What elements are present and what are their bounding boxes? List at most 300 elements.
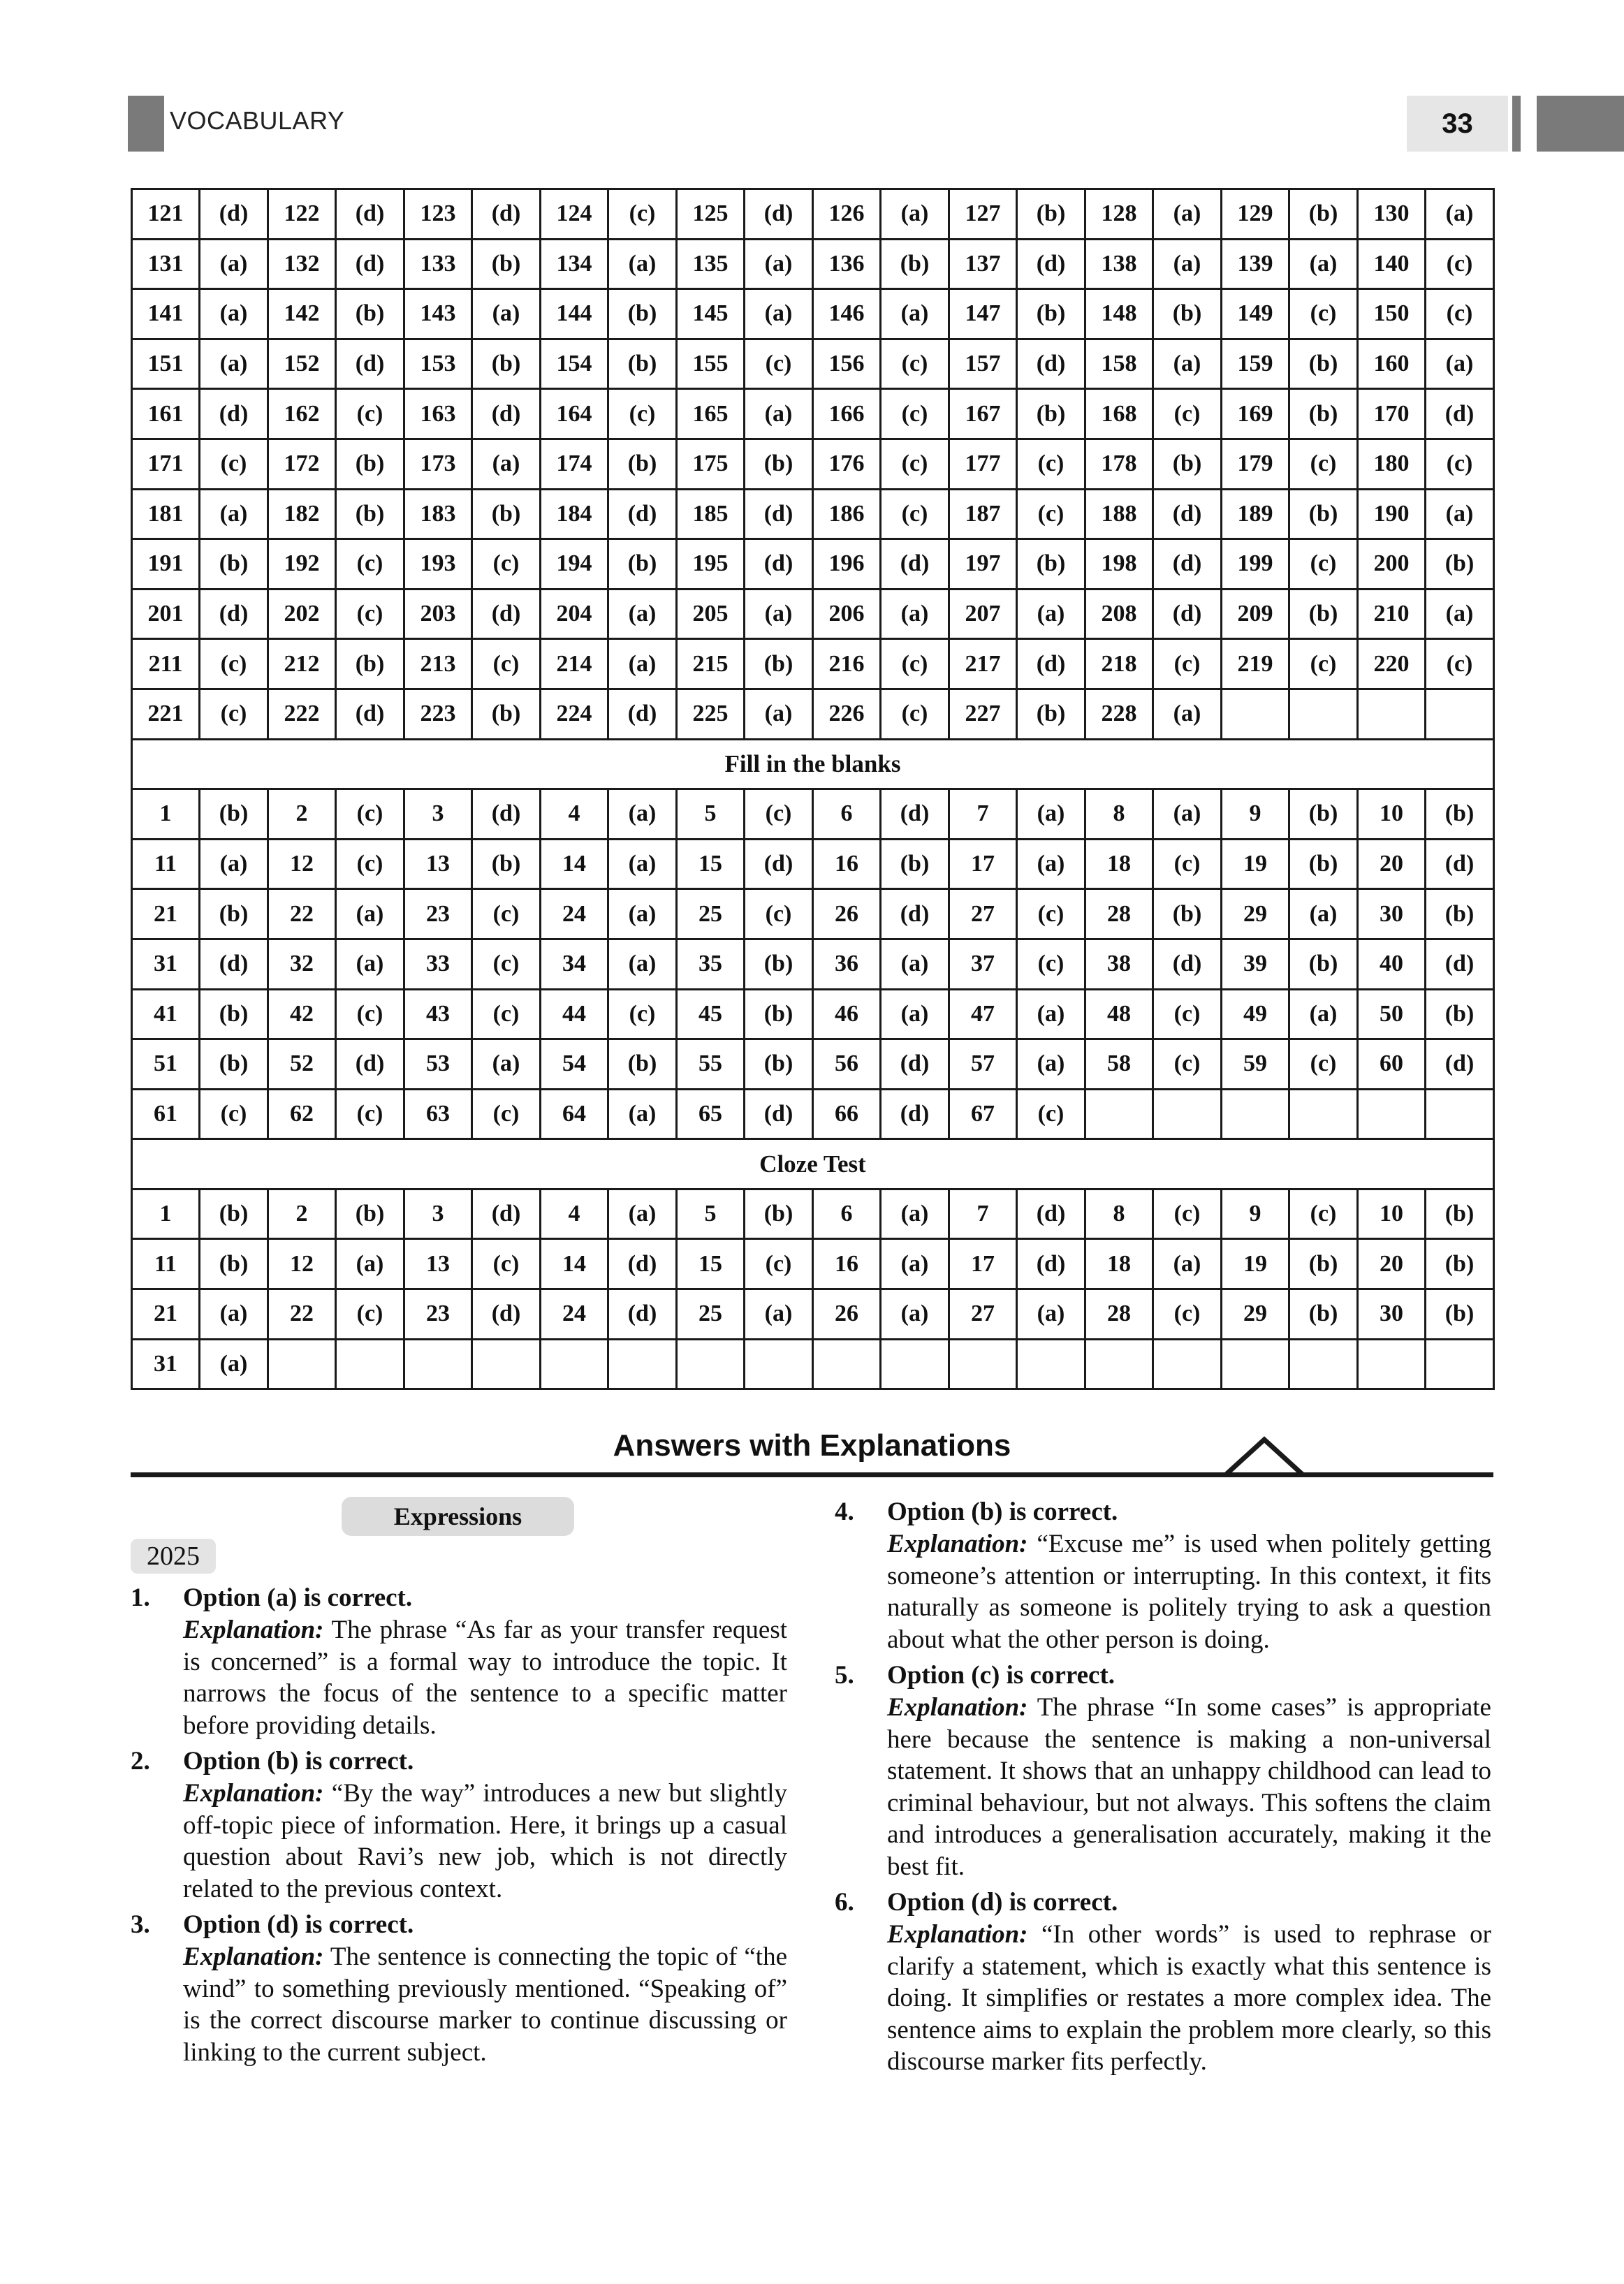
answer-option: (d)	[1153, 489, 1222, 539]
question-number: 17	[949, 839, 1017, 889]
answer-option: (a)	[608, 789, 677, 840]
table-row	[132, 889, 1494, 939]
question-number: 183	[404, 489, 472, 539]
answer-option: (d)	[881, 1039, 949, 1090]
answer-option: (b)	[336, 639, 404, 689]
answer-option: (b)	[472, 489, 541, 539]
answer-option: (c)	[608, 389, 677, 439]
answer-option: (a)	[745, 289, 813, 339]
answer-option: (d)	[608, 1239, 677, 1289]
answer-option: (a)	[1289, 239, 1358, 289]
explanations-heading: Answers with Explanations	[613, 1428, 1011, 1463]
heading-rule	[131, 1472, 1493, 1477]
answer-option: (a)	[881, 589, 949, 639]
explanation-text	[183, 1778, 787, 1905]
answer-option: (a)	[1153, 1239, 1222, 1289]
answer-option: (c)	[1289, 1039, 1358, 1090]
question-number: 4	[541, 789, 608, 840]
question-number: 62	[268, 1089, 336, 1139]
answer-option: (b)	[200, 889, 268, 939]
correct-option: Option (b) is correct.	[183, 1747, 414, 1776]
answer-option: (d)	[881, 1089, 949, 1139]
answer-option	[608, 1339, 677, 1389]
question-number: 26	[813, 1289, 881, 1340]
answer-option: (d)	[1017, 1189, 1085, 1239]
answer-option: (c)	[1289, 289, 1358, 339]
question-number: 174	[541, 439, 608, 489]
question-number: 151	[132, 339, 200, 389]
answer-option: (b)	[608, 539, 677, 590]
answer-option: (d)	[1426, 939, 1494, 989]
answer-option: (b)	[1153, 889, 1222, 939]
answer-option: (d)	[1017, 639, 1085, 689]
header-tab	[1537, 96, 1624, 152]
question-number: 53	[404, 1039, 472, 1090]
section-row	[132, 1139, 1494, 1189]
question-number: 64	[541, 1089, 608, 1139]
question-number: 24	[541, 1289, 608, 1340]
explanation-item	[131, 1582, 787, 1741]
question-number: 33	[404, 939, 472, 989]
question-number: 18	[1085, 839, 1153, 889]
answer-option: (b)	[1426, 889, 1494, 939]
answer-option: (c)	[1426, 639, 1494, 689]
answer-option: (b)	[200, 789, 268, 840]
question-number	[677, 1339, 745, 1389]
question-number: 182	[268, 489, 336, 539]
answer-option: (a)	[608, 239, 677, 289]
answer-option: (c)	[881, 639, 949, 689]
answer-option: (b)	[1153, 289, 1222, 339]
question-number: 170	[1358, 389, 1426, 439]
explanation-body: The phrase “As far as your transfer request is concerned” is a formal way to introduce the topic. It narrows the focus of the sentence to a specific matter before providing details.	[183, 1616, 787, 1740]
table-row	[132, 639, 1494, 689]
question-number: 197	[949, 539, 1017, 590]
question-number: 32	[268, 939, 336, 989]
answer-option: (c)	[881, 489, 949, 539]
answer-option: (c)	[336, 539, 404, 590]
correct-option: Option (b) is correct.	[887, 1498, 1118, 1526]
answer-option: (c)	[1153, 1039, 1222, 1090]
question-number: 203	[404, 589, 472, 639]
answer-option: (a)	[608, 589, 677, 639]
question-number: 16	[813, 839, 881, 889]
question-number: 165	[677, 389, 745, 439]
question-number: 17	[949, 1239, 1017, 1289]
answer-key-table	[131, 188, 1495, 1390]
question-number: 23	[404, 889, 472, 939]
section-title: VOCABULARY	[170, 106, 345, 135]
answer-option: (b)	[336, 489, 404, 539]
answer-option: (d)	[1017, 339, 1085, 389]
question-number: 126	[813, 189, 881, 240]
question-number: 176	[813, 439, 881, 489]
question-number: 30	[1358, 889, 1426, 939]
question-number: 192	[268, 539, 336, 590]
answer-option: (d)	[472, 789, 541, 840]
explanation-text	[887, 1919, 1491, 2078]
question-number: 15	[677, 839, 745, 889]
question-number: 190	[1358, 489, 1426, 539]
answer-option: (d)	[472, 1289, 541, 1340]
table-row	[132, 1089, 1494, 1139]
question-number: 19	[1222, 1239, 1289, 1289]
question-number: 222	[268, 689, 336, 739]
question-number: 125	[677, 189, 745, 240]
question-number: 214	[541, 639, 608, 689]
answer-option: (a)	[745, 689, 813, 739]
question-number: 149	[1222, 289, 1289, 339]
answer-option: (d)	[336, 239, 404, 289]
question-number	[1358, 689, 1426, 739]
question-number: 66	[813, 1089, 881, 1139]
question-number: 25	[677, 1289, 745, 1340]
item-number: 6.	[835, 1888, 854, 1917]
question-number: 191	[132, 539, 200, 590]
answer-option: (b)	[1289, 939, 1358, 989]
answer-option: (c)	[745, 789, 813, 840]
question-number: 146	[813, 289, 881, 339]
question-number	[1222, 1339, 1289, 1389]
answer-option	[1426, 1089, 1494, 1139]
question-number: 133	[404, 239, 472, 289]
answer-option: (b)	[1426, 789, 1494, 840]
question-number: 29	[1222, 889, 1289, 939]
question-number: 130	[1358, 189, 1426, 240]
answer-option: (b)	[1426, 1289, 1494, 1340]
question-number: 65	[677, 1089, 745, 1139]
answer-option: (c)	[881, 439, 949, 489]
question-number: 159	[1222, 339, 1289, 389]
item-number: 3.	[131, 1910, 150, 1939]
question-number	[404, 1339, 472, 1389]
answer-option: (b)	[745, 639, 813, 689]
answer-option: (d)	[1153, 539, 1222, 590]
answer-option: (a)	[1289, 989, 1358, 1039]
answer-option: (c)	[200, 1089, 268, 1139]
question-number: 166	[813, 389, 881, 439]
answer-option: (d)	[472, 1189, 541, 1239]
answer-option: (b)	[336, 439, 404, 489]
question-number: 207	[949, 589, 1017, 639]
table-row	[132, 489, 1494, 539]
question-number: 175	[677, 439, 745, 489]
answer-option: (c)	[881, 389, 949, 439]
question-number: 224	[541, 689, 608, 739]
question-number	[949, 1339, 1017, 1389]
answer-option: (a)	[881, 1239, 949, 1289]
question-number: 202	[268, 589, 336, 639]
answer-option: (b)	[336, 1189, 404, 1239]
answer-option: (d)	[1017, 1239, 1085, 1289]
question-number: 204	[541, 589, 608, 639]
question-number: 171	[132, 439, 200, 489]
question-number: 24	[541, 889, 608, 939]
answer-option: (b)	[608, 339, 677, 389]
answer-option: (a)	[745, 1289, 813, 1340]
table-row	[132, 1339, 1494, 1389]
question-number: 187	[949, 489, 1017, 539]
answer-option: (d)	[608, 489, 677, 539]
question-number	[813, 1339, 881, 1389]
explanation-label: Explanation:	[183, 1779, 324, 1808]
question-number: 134	[541, 239, 608, 289]
question-number: 185	[677, 489, 745, 539]
question-number: 138	[1085, 239, 1153, 289]
question-number: 20	[1358, 1239, 1426, 1289]
explanation-text	[183, 1941, 787, 2068]
question-number: 6	[813, 789, 881, 840]
answer-option: (c)	[1153, 639, 1222, 689]
question-number: 45	[677, 989, 745, 1039]
question-number: 54	[541, 1039, 608, 1090]
question-number: 144	[541, 289, 608, 339]
question-number: 42	[268, 989, 336, 1039]
answer-option: (c)	[200, 639, 268, 689]
answer-option: (c)	[881, 689, 949, 739]
question-number: 128	[1085, 189, 1153, 240]
answer-option	[472, 1339, 541, 1389]
explanation-body: “By the way” introduces a new but slightly off-topic piece of information. Here, it brings up a casual question about Ravi’s new job, which is not directly related to the previous context.	[183, 1779, 788, 1903]
answer-option: (b)	[1153, 439, 1222, 489]
question-number: 173	[404, 439, 472, 489]
answer-option: (c)	[608, 989, 677, 1039]
question-number: 1	[132, 1189, 200, 1239]
question-number: 16	[813, 1239, 881, 1289]
question-number: 193	[404, 539, 472, 590]
question-number: 132	[268, 239, 336, 289]
question-number: 145	[677, 289, 745, 339]
explanation-label: Explanation:	[887, 1920, 1028, 1949]
answer-option: (c)	[472, 889, 541, 939]
question-number: 1	[132, 789, 200, 840]
answer-option: (c)	[745, 339, 813, 389]
question-number: 135	[677, 239, 745, 289]
answer-option: (b)	[200, 1189, 268, 1239]
question-number: 201	[132, 589, 200, 639]
question-number: 163	[404, 389, 472, 439]
question-number: 157	[949, 339, 1017, 389]
explanation-body: “Excuse me” is used when politely getting someone’s attention or interrupting. In this context, it fits naturally as someone is politely trying to ask a question about what the other person is doing.	[887, 1530, 1492, 1654]
answer-option: (a)	[200, 239, 268, 289]
answer-option: (a)	[1426, 189, 1494, 240]
explanations-left-column	[131, 1582, 787, 2072]
answer-option: (b)	[1426, 539, 1494, 590]
answer-option: (a)	[1017, 989, 1085, 1039]
question-number: 219	[1222, 639, 1289, 689]
question-number: 156	[813, 339, 881, 389]
answer-option: (a)	[1426, 339, 1494, 389]
answer-option: (b)	[472, 689, 541, 739]
question-number: 44	[541, 989, 608, 1039]
question-number: 7	[949, 1189, 1017, 1239]
explanation-item	[835, 1660, 1491, 1882]
answer-option: (a)	[336, 939, 404, 989]
answer-option: (b)	[745, 939, 813, 989]
answer-option: (b)	[1289, 839, 1358, 889]
question-number: 25	[677, 889, 745, 939]
explanation-item	[131, 1909, 787, 2068]
question-number: 136	[813, 239, 881, 289]
question-number: 225	[677, 689, 745, 739]
answer-option: (a)	[881, 1289, 949, 1340]
question-number: 131	[132, 239, 200, 289]
question-number: 37	[949, 939, 1017, 989]
answer-option: (c)	[336, 789, 404, 840]
explanation-body: “In other words” is used to rephrase or clarify a statement, which is exactly what this sentence is doing. It simplifies or restates a more complex idea. The sentence aims to explain the problem more clearly, so this discourse marker fits perfectly.	[887, 1920, 1491, 2076]
page-number: 33	[1407, 96, 1508, 152]
answer-option: (b)	[608, 289, 677, 339]
question-number: 10	[1358, 789, 1426, 840]
answer-option: (d)	[200, 389, 268, 439]
question-number: 38	[1085, 939, 1153, 989]
question-number: 58	[1085, 1039, 1153, 1090]
question-number: 59	[1222, 1039, 1289, 1090]
question-number: 215	[677, 639, 745, 689]
question-number: 180	[1358, 439, 1426, 489]
answer-option: (a)	[1289, 889, 1358, 939]
answer-option: (c)	[472, 989, 541, 1039]
answer-option: (d)	[608, 689, 677, 739]
correct-option: Option (c) is correct.	[887, 1661, 1115, 1690]
answer-option	[1289, 1339, 1358, 1389]
answer-option: (a)	[1017, 1039, 1085, 1090]
question-number: 12	[268, 1239, 336, 1289]
question-number: 181	[132, 489, 200, 539]
question-number: 139	[1222, 239, 1289, 289]
question-number: 189	[1222, 489, 1289, 539]
answer-option: (b)	[1017, 189, 1085, 240]
answer-option: (d)	[336, 339, 404, 389]
question-number: 152	[268, 339, 336, 389]
explanation-text	[887, 1528, 1491, 1655]
table-row	[132, 589, 1494, 639]
question-number: 3	[404, 789, 472, 840]
table-row	[132, 439, 1494, 489]
answer-option: (a)	[608, 839, 677, 889]
question-number: 2	[268, 1189, 336, 1239]
answer-option: (a)	[1153, 339, 1222, 389]
question-number	[1085, 1339, 1153, 1389]
answer-option: (a)	[200, 1339, 268, 1389]
answer-option: (b)	[1426, 1239, 1494, 1289]
question-number: 124	[541, 189, 608, 240]
question-number: 161	[132, 389, 200, 439]
question-number: 211	[132, 639, 200, 689]
answer-option	[1153, 1089, 1222, 1139]
answer-option: (c)	[472, 939, 541, 989]
question-number: 121	[132, 189, 200, 240]
question-number: 198	[1085, 539, 1153, 590]
answer-option: (c)	[1153, 389, 1222, 439]
question-number: 168	[1085, 389, 1153, 439]
item-number: 2.	[131, 1747, 150, 1776]
question-number: 57	[949, 1039, 1017, 1090]
question-number: 63	[404, 1089, 472, 1139]
question-number: 13	[404, 839, 472, 889]
answer-option: (c)	[1017, 1089, 1085, 1139]
question-number: 51	[132, 1039, 200, 1090]
question-number: 150	[1358, 289, 1426, 339]
explanation-body: The phrase “In some cases” is appropriate here because the sentence is making a non-universal statement. It shows that an unhappy childhood can lead to criminal behaviour, but not always. This softens the claim and introduces a generalisation accurately, making it the best fit.	[887, 1693, 1491, 1881]
answer-option: (c)	[200, 439, 268, 489]
question-number: 178	[1085, 439, 1153, 489]
question-number: 213	[404, 639, 472, 689]
answer-option	[1153, 1339, 1222, 1389]
answer-option: (a)	[336, 889, 404, 939]
question-number: 228	[1085, 689, 1153, 739]
question-number: 153	[404, 339, 472, 389]
question-number: 18	[1085, 1239, 1153, 1289]
answer-option: (c)	[1426, 289, 1494, 339]
question-number: 205	[677, 589, 745, 639]
question-number: 162	[268, 389, 336, 439]
question-number: 195	[677, 539, 745, 590]
explanations-right-column	[835, 1496, 1491, 2082]
question-number: 67	[949, 1089, 1017, 1139]
question-number: 217	[949, 639, 1017, 689]
answer-option: (b)	[200, 989, 268, 1039]
question-number: 22	[268, 889, 336, 939]
item-number: 4.	[835, 1498, 854, 1526]
answer-option: (b)	[1289, 789, 1358, 840]
answer-option: (b)	[745, 1039, 813, 1090]
question-number: 184	[541, 489, 608, 539]
question-number: 56	[813, 1039, 881, 1090]
answer-option: (d)	[881, 889, 949, 939]
answer-option: (d)	[1153, 589, 1222, 639]
answer-option: (b)	[881, 239, 949, 289]
answer-option: (d)	[745, 839, 813, 889]
explanation-item	[835, 1496, 1491, 1655]
correct-option: Option (d) is correct.	[183, 1910, 414, 1939]
question-number: 127	[949, 189, 1017, 240]
answer-option: (c)	[881, 339, 949, 389]
question-number: 155	[677, 339, 745, 389]
answer-option: (a)	[745, 239, 813, 289]
answer-option: (b)	[1289, 189, 1358, 240]
question-number: 7	[949, 789, 1017, 840]
table-row	[132, 1039, 1494, 1090]
answer-option	[1426, 1339, 1494, 1389]
table-row	[132, 1239, 1494, 1289]
question-number: 43	[404, 989, 472, 1039]
answer-option: (a)	[608, 639, 677, 689]
question-number: 48	[1085, 989, 1153, 1039]
question-number: 123	[404, 189, 472, 240]
question-number: 10	[1358, 1189, 1426, 1239]
item-number: 5.	[835, 1661, 854, 1690]
answer-option: (b)	[1017, 539, 1085, 590]
question-number: 206	[813, 589, 881, 639]
answer-option: (c)	[336, 389, 404, 439]
question-number: 3	[404, 1189, 472, 1239]
question-number: 27	[949, 889, 1017, 939]
correct-option: Option (d) is correct.	[887, 1888, 1118, 1917]
answer-option: (a)	[1153, 239, 1222, 289]
question-number: 188	[1085, 489, 1153, 539]
answer-option: (b)	[472, 339, 541, 389]
answer-option: (d)	[1017, 239, 1085, 289]
question-number: 4	[541, 1189, 608, 1239]
answer-option: (d)	[1426, 1039, 1494, 1090]
question-number: 19	[1222, 839, 1289, 889]
answer-option: (c)	[1153, 1289, 1222, 1340]
answer-option: (d)	[336, 1039, 404, 1090]
question-number: 194	[541, 539, 608, 590]
explanation-item	[131, 1745, 787, 1905]
question-number: 31	[132, 1339, 200, 1389]
